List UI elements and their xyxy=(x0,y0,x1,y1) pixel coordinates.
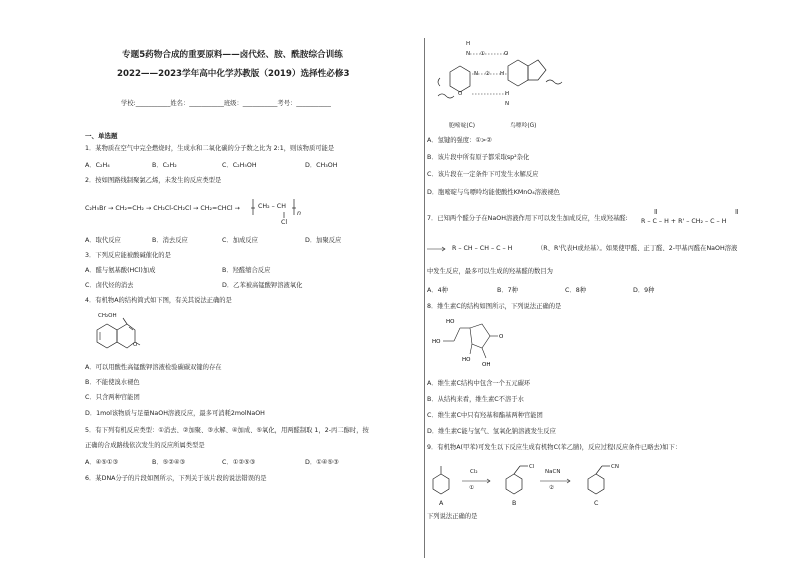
q5-option-b: B．⑤②④③ xyxy=(152,459,186,466)
q9-reaction-scheme xyxy=(428,455,668,515)
q8-option-a: A．维生素C结构中包含一个五元碳环 xyxy=(427,380,531,387)
q1-option-a: A．C₂H₄ xyxy=(85,162,110,169)
q6-option-c: C．该片段在一定条件下可发生水解反应 xyxy=(427,171,539,178)
title-line-1: 专题5药物合成的重要原料——卤代烃、胺、酰胺综合训练 xyxy=(122,50,343,60)
compound-label-a: A xyxy=(439,500,444,507)
dna-label-n1: N xyxy=(466,51,471,57)
q1-option-b: B．C₂H₂ xyxy=(152,162,177,169)
dna-label-h1: H xyxy=(466,41,471,47)
polymer-n: n xyxy=(297,210,301,217)
q3-option-c: C．卤代烃的消去 xyxy=(85,282,134,289)
svg-text:OH: OH xyxy=(482,362,491,368)
q9-stem: 9．有机物A(甲苯)可发生以下反应生成有机物C(苯乙腈)，反应过程(反应条件已略去)如下： xyxy=(427,444,682,451)
dna-label-o1: O xyxy=(504,51,509,57)
q9-footer: 下列说法正确的是 xyxy=(427,513,478,520)
dna-label-o2: O xyxy=(458,91,463,97)
q7-option-a: A．4种 xyxy=(427,287,448,294)
q1-option-c: C．C₂H₅OH xyxy=(222,162,257,169)
q3-stem: 3．下列反应能被酸碱催化的是 xyxy=(85,252,171,259)
dna-label-bond-2: ② xyxy=(485,71,490,77)
q7-option-d: D．9种 xyxy=(633,287,655,294)
dna-label-h3: H xyxy=(505,91,510,97)
q4-option-d: D．1mol该物质与足量NaOH溶液反应，最多可消耗2molNaOH xyxy=(85,410,265,417)
reagent-cl2: Cl₂ xyxy=(470,469,478,475)
section-heading: 一、单选题 xyxy=(85,132,118,140)
q2-reaction-path: C₂H₅Br → CH₂=CH₂ → CH₂Cl-CH₂Cl → CH₂=CHCl → xyxy=(85,205,240,212)
substituent-cl: Cl xyxy=(529,464,535,470)
q5-option-c: C．①②⑤③ xyxy=(222,459,256,466)
q7-option-c: C．8种 xyxy=(565,287,586,294)
q1-option-d: D．CH₃OH xyxy=(305,162,338,169)
q4-option-a: A．可以用酸性高锰酸钾溶液检验碳碳双键的存在 xyxy=(85,364,222,371)
title-line-2: 2022——2023学年高中化学苏教版（2019）选择性必修3 xyxy=(117,69,350,79)
q2-option-c: C．加成反应 xyxy=(222,237,258,244)
q1-stem: 1．某物质在空气中完全燃烧时，生成水和二氧化碳的分子数之比为 2:1，则该物质可能是 xyxy=(85,145,335,152)
q6-option-b: B．该片段中所有原子都采取sp²杂化 xyxy=(427,154,530,161)
step-2-label: ② xyxy=(549,485,554,491)
q7-stem-line-1: 7．已知两个醛分子在NaOH溶液作用下可以发生加成反应，生成羟基醛: xyxy=(427,215,628,222)
q2-option-a: A．取代反应 xyxy=(85,237,121,244)
q8-option-c: C．维生素C中只有羟基和酯基两种官能团 xyxy=(427,412,543,419)
q5-stem-line-2: 正确的合成路线依次发生的反应所属类型是 xyxy=(85,442,205,449)
compound-label-b: B xyxy=(512,500,517,507)
q8-option-b: B．从结构来看，维生素C不溶于水 xyxy=(427,396,524,403)
q4-stem: 4．有机物A的结构简式如下图，有关其说法正确的是 xyxy=(85,297,232,304)
compound-label-c: C xyxy=(594,500,599,507)
q5-stem-line-1: 5．有下列有机反应类型：①消去、②加聚、③水解、④加成、⑤氧化，用两醛制取 1，2-丙二醇时，按 xyxy=(85,427,369,434)
reagent-nacn: NaCN xyxy=(545,469,561,475)
caption-guanine: 鸟嘌呤(G) xyxy=(510,123,537,129)
q7-equation-reactants: R – C – H + R' – CH₂ – C – H xyxy=(641,218,727,225)
q2-stem: 2．按如图路线制聚氯乙烯，未发生的反应类型是 xyxy=(85,177,222,184)
q3-option-b: B．羟醛缩合反应 xyxy=(222,267,271,274)
dna-label-h2: H xyxy=(500,71,505,77)
q5-option-d: D．①④⑤③ xyxy=(305,459,339,466)
coumarin-structure xyxy=(85,318,145,360)
dna-label-n2: N xyxy=(474,71,479,77)
student-info-line: 学校:___________姓名：___________班级：___________考号：___________ xyxy=(121,100,331,107)
q4-structure-ch2oh: CH₂OH xyxy=(98,313,117,319)
dna-label-n3: N xyxy=(505,101,510,107)
svg-text:HO: HO xyxy=(462,357,471,363)
svg-text:HO: HO xyxy=(446,319,455,325)
q8-option-d: D．维生素C能与氢气、氢氧化钠溶液发生反应 xyxy=(427,428,556,435)
dna-label-bond-1: ① xyxy=(480,51,485,57)
q3-option-d: D．乙苯被高锰酸钾溶液氧化 xyxy=(222,282,303,289)
q7-equation-product: R – CH – CH – C – H xyxy=(452,245,513,252)
substituent-cn: CN xyxy=(611,464,619,470)
q5-option-a: A．④⑤①③ xyxy=(85,459,119,466)
q7-stem-line-2: （R、R'代表H或烃基）。如果使甲醛、正丁醛、2-甲基丙醛在NaOH溶液 xyxy=(537,245,738,252)
polymer-repeat-unit: CH₂ – CH xyxy=(258,203,286,210)
polymer-substituent: Cl xyxy=(281,219,288,226)
q6-stem: 6．某DNA分子的片段如图所示，下列关于该片段的说法错误的是 xyxy=(85,475,267,482)
q4-structure-o: O xyxy=(133,342,138,348)
q4-option-c: C．只含两种官能团 xyxy=(85,394,140,401)
q3-option-a: A．醛与氨基酸(HCl)加成 xyxy=(85,267,156,274)
column-divider xyxy=(424,38,425,558)
q8-stem: 8．维生素C的结构如图所示，下列说法正确的是 xyxy=(427,303,562,310)
q4-option-b: B．不能使溴水褪色 xyxy=(85,379,140,386)
svg-text:HO: HO xyxy=(432,339,441,345)
q6-option-d: D．胞嘧啶与鸟嘌呤均能使酸性KMnO₄溶液褪色 xyxy=(427,189,560,196)
caption-cytosine: 胞嘧啶(C) xyxy=(449,123,475,129)
q2-option-d: D．加聚反应 xyxy=(305,237,342,244)
q2-option-b: B．消去反应 xyxy=(152,237,188,244)
q6-option-a: A．氢键的强度：①>② xyxy=(427,137,492,144)
q7-option-b: B．7种 xyxy=(497,287,518,294)
q7-stem-line-3: 中发生反应，最多可以生成的羟基醛的数目为 xyxy=(427,268,553,275)
svg-text:O: O xyxy=(499,334,504,340)
vitamin-c-structure xyxy=(432,314,522,372)
step-1-label: ① xyxy=(469,485,474,491)
